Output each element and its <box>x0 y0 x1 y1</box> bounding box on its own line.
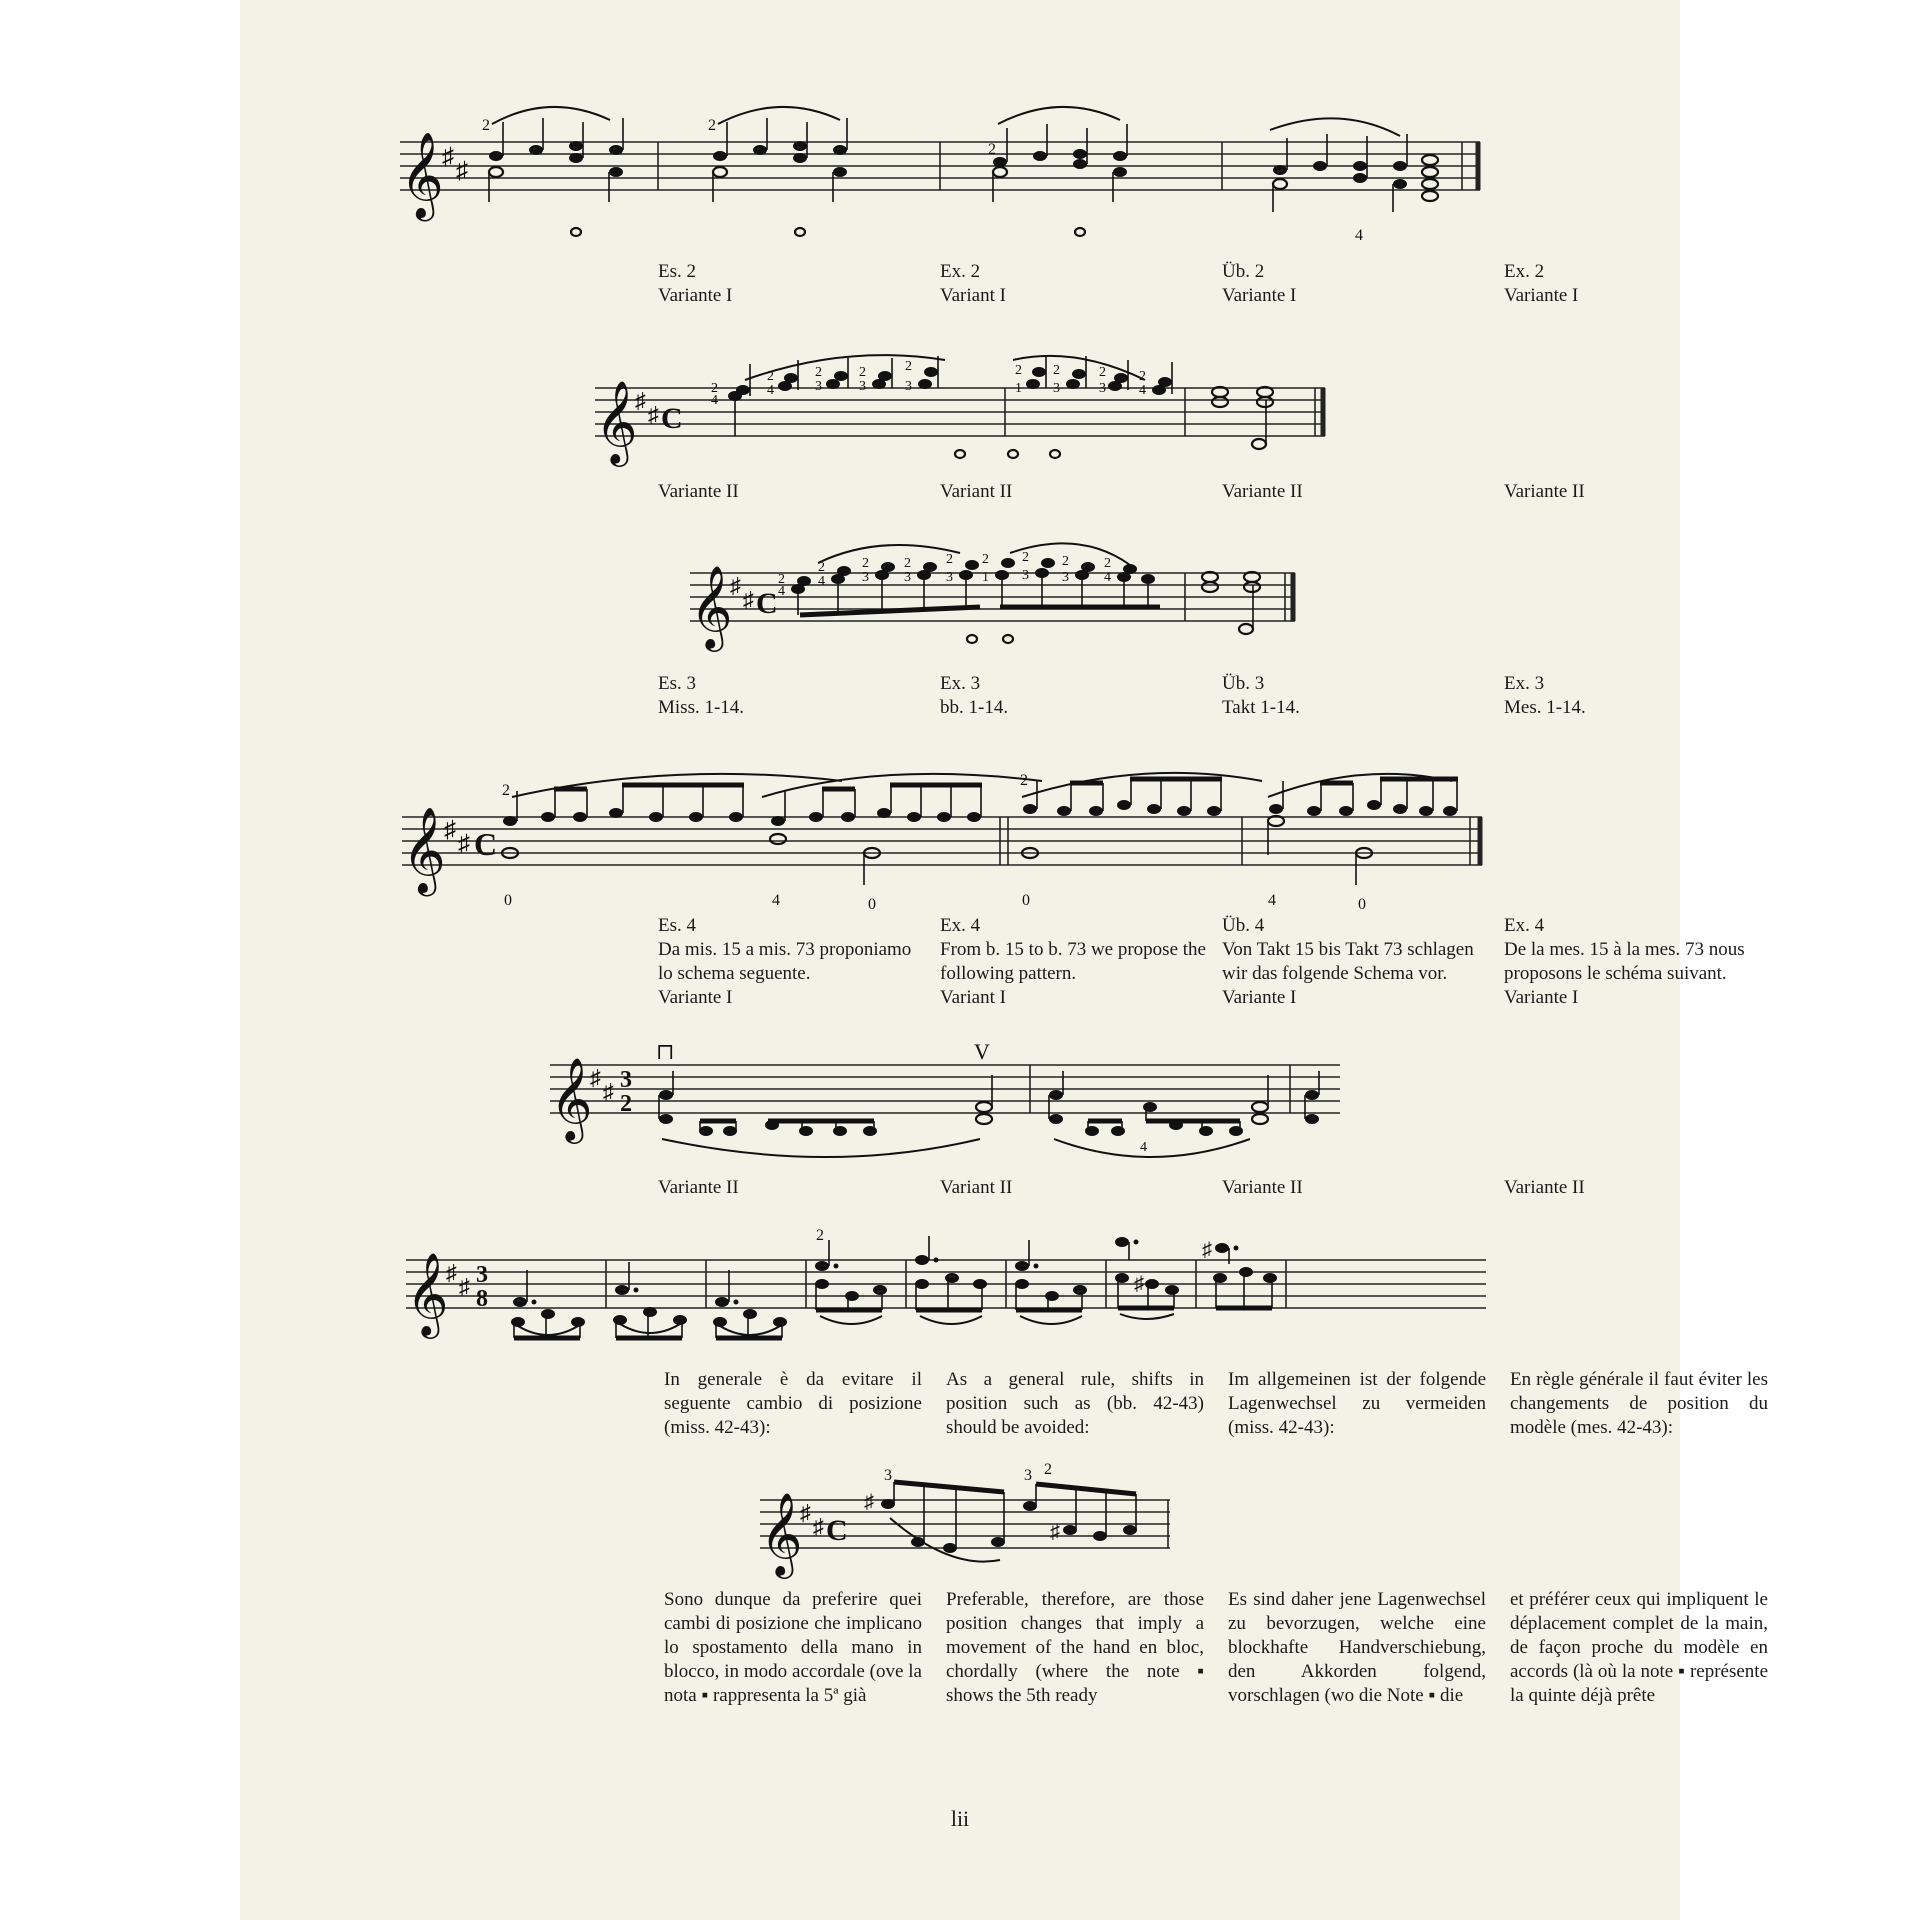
fingering: 3 <box>904 570 911 585</box>
key-signature: ♯ <box>743 587 754 612</box>
label-de: Üb. 4 Von Takt 15 bis Takt 73 schlagen wir das folgende Schema vor. Variante I <box>1222 915 1474 1008</box>
key-signature: ♯ <box>459 1274 470 1299</box>
fingering: 3 <box>862 570 869 585</box>
fingering: 2 <box>1022 550 1029 565</box>
ex4-v1-measure-2 <box>1049 1071 1268 1157</box>
labels-ex2 <box>658 260 1788 308</box>
fingering: 2 <box>982 552 989 567</box>
paragraph-de: Im allgemeinen ist der folgende Lagenwechsel zu vermeiden (miss. 42-43): <box>1228 1369 1486 1438</box>
fingering: 2 <box>482 117 490 134</box>
fingering: 4 <box>1139 383 1146 398</box>
label-it: Es. 2 Variante I <box>658 261 733 306</box>
fingering: 2 <box>1044 1461 1052 1478</box>
fingering: 3 <box>884 1467 892 1484</box>
fingering: 2 <box>502 782 510 799</box>
fingering: 2 <box>905 359 912 374</box>
key-signature: ♯ <box>813 1514 824 1539</box>
paragraph-en: As a general rule, shifts in position such as (bb. 42-43) should be avoided: <box>946 1369 1204 1438</box>
fingering: 4 <box>818 574 825 589</box>
sharp-accidental: ♯ <box>864 1491 874 1513</box>
fingering: 2 <box>816 1227 824 1244</box>
labels-ex4 <box>658 914 1788 1010</box>
fingering: 2 <box>1139 369 1146 384</box>
sharp-accidental: ♯ <box>1050 1521 1060 1543</box>
measure-final <box>1212 387 1273 449</box>
fingering: 2 <box>778 572 785 587</box>
fingering: 2 <box>904 556 911 571</box>
up-bow-mark: V <box>974 1039 990 1064</box>
down-bow-mark: ⊓ <box>656 1039 675 1064</box>
fingering: 3 <box>946 570 953 585</box>
fingering: 2 <box>1104 556 1111 571</box>
fingering: 4 <box>1140 1140 1147 1155</box>
staff-ex4-variant2 <box>406 1220 1506 1350</box>
page-number: lii <box>950 1806 970 1831</box>
time-signature: 8 <box>476 1286 488 1312</box>
treble-clef: 𝄞 <box>595 382 638 462</box>
staff-ex4-variant1 <box>550 1035 1350 1165</box>
fingering: 4 <box>778 584 785 599</box>
time-signature: 2 <box>620 1091 632 1117</box>
key-signature: ♯ <box>800 1500 811 1525</box>
fingering: 0 <box>868 896 876 913</box>
time-signature: C <box>756 587 778 620</box>
chord-group-2 <box>1008 356 1172 458</box>
label-it: Variante II <box>658 481 739 502</box>
fingering: 2 <box>1015 363 1022 378</box>
labels-variant2 <box>658 480 1788 504</box>
label-fr: Ex. 3 Mes. 1-14. <box>1504 673 1586 718</box>
fingering: 2 <box>1053 363 1060 378</box>
time-signature: C <box>826 1514 848 1547</box>
treble-clef: 𝄞 <box>760 1494 803 1574</box>
fingering: 1 <box>1015 381 1022 396</box>
key-signature: ♯ <box>442 144 454 170</box>
time-signature: C <box>661 402 683 435</box>
label-de: Variante II <box>1222 481 1303 502</box>
label-it: Es. 4 Da mis. 15 a mis. 73 proponiamo lo schema seguente. Variante I <box>658 915 912 1008</box>
label-en: Variant II <box>940 1177 1013 1198</box>
staff-avoid-example <box>760 1460 1180 1574</box>
key-signature: ♯ <box>590 1065 601 1090</box>
paragraph-en: Preferable, therefore, are those position changes that imply a movement of the hand en bloc, chordally (where the note ▪ shows the 5th ready <box>946 1589 1204 1706</box>
fingering: 3 <box>1099 381 1106 396</box>
label-it: Variante II <box>658 1177 739 1198</box>
ex4-v2-m5 <box>915 1236 987 1324</box>
fingering: 2 <box>711 381 718 396</box>
measure-2 <box>708 107 847 236</box>
treble-clef: 𝄞 <box>406 1254 449 1334</box>
fingering: 4 <box>772 892 780 909</box>
fingering: 2 <box>1099 365 1106 380</box>
fingering: 2 <box>946 552 953 567</box>
measure-1 <box>482 107 623 236</box>
key-signature: ♯ <box>603 1079 614 1104</box>
staff-ex2-top <box>400 100 1500 250</box>
label-en: Ex. 2 Variant I <box>940 261 1006 306</box>
key-signature: ♯ <box>648 402 659 427</box>
label-fr: Ex. 4 De la mes. 15 à la mes. 73 nous proposons le schéma suivant. Variante I <box>1504 915 1745 1008</box>
label-en: Ex. 3 bb. 1-14. <box>940 673 1009 718</box>
fingering: 4 <box>1268 892 1276 909</box>
fingering: 2 <box>1020 772 1028 789</box>
treble-clef: 𝄞 <box>550 1059 593 1139</box>
paragraph-fr: et préférer ceux qui impliquent le déplacement complet de la main, de façon proche du modèle en accords (là où la note ▪ représente la quinte déjà prête <box>1510 1589 1768 1706</box>
fingering: 1 <box>982 570 989 585</box>
score-page <box>240 0 1768 1920</box>
ex4-v2-m6 <box>1015 1240 1087 1324</box>
fingering: 0 <box>1022 892 1030 909</box>
fingering: 4 <box>711 393 718 408</box>
ex4-v2-m8 <box>1202 1239 1277 1308</box>
measure-4 <box>1270 118 1407 244</box>
ex4-v1-measure-1 <box>659 1071 992 1157</box>
measure-final <box>1202 572 1260 634</box>
ex4-v2-m4 <box>815 1227 887 1324</box>
fingering: 3 <box>859 379 866 394</box>
staff-ex2-variant2 <box>690 535 1310 655</box>
key-signature: ♯ <box>444 817 456 843</box>
fingering: 2 <box>1062 554 1069 569</box>
fingering: 2 <box>862 556 869 571</box>
fingering: 4 <box>767 383 774 398</box>
label-fr: Variante II <box>1504 481 1585 502</box>
fingering: 3 <box>815 379 822 394</box>
treble-clef: 𝄞 <box>400 135 444 217</box>
key-signature: ♯ <box>730 573 741 598</box>
sharp-accidental: ♯ <box>1202 1239 1212 1261</box>
ex4-v2-m7 <box>1115 1237 1179 1319</box>
paragraph-it: In generale è da evitare il seguente cambio di posizione (miss. 42-43): <box>664 1369 922 1438</box>
key-signature: ♯ <box>635 388 646 413</box>
staff-ex2-variant1 <box>595 350 1335 470</box>
fingering: 2 <box>988 141 996 158</box>
label-de: Üb. 2 Variante I <box>1222 261 1297 306</box>
ex4-v2-m1 <box>511 1270 585 1338</box>
treble-clef: 𝄞 <box>690 567 733 647</box>
paragraph-fr: En règle générale il faut éviter les changements de position du modèle (mes. 42-43): <box>1510 1369 1768 1438</box>
fingering: 2 <box>859 365 866 380</box>
fingering: 4 <box>1104 570 1111 585</box>
paragraph-de: Es sind daher jene Lagenwechsel zu bevorzugen, welche eine blockhafte Handverschiebung, den Akkorden folgend, vorschlagen (wo die Note ▪ die <box>1228 1589 1486 1706</box>
fingering: 0 <box>1358 896 1366 913</box>
fingering: 0 <box>504 892 512 909</box>
sharp-accidental: ♯ <box>1134 1273 1144 1295</box>
labels-variant2-b <box>658 1176 1788 1200</box>
staff-ex3 <box>402 755 1502 913</box>
paragraph-avoid <box>664 1368 1794 1440</box>
fingering: 2 <box>708 117 716 134</box>
fingering: 2 <box>818 560 825 575</box>
ex4-v1-measure-3 <box>1305 1071 1319 1124</box>
time-signature: 3 <box>476 1262 488 1288</box>
label-de: Üb. 3 Takt 1-14. <box>1222 673 1300 718</box>
paragraph-it: Sono dunque da preferire quei cambi di posizione che implicano lo spostamento della mano in blocco, in modo accordale (ove la nota ▪ rappresenta la 5ª già <box>664 1589 922 1706</box>
fingering: 3 <box>1022 568 1029 583</box>
ex4-v2-m3 <box>713 1270 787 1338</box>
label-fr: Ex. 2 Variante I <box>1504 261 1579 306</box>
fingering: 3 <box>1024 1467 1032 1484</box>
paragraph-prefer <box>664 1588 1794 1708</box>
avoid-group-2 <box>1023 1461 1137 1543</box>
time-signature: 3 <box>620 1067 632 1093</box>
time-signature: C <box>474 826 498 862</box>
ex3-measure-4 <box>1268 774 1458 913</box>
fingering: 2 <box>767 369 774 384</box>
fingering: 3 <box>1062 570 1069 585</box>
labels-ex3 <box>658 672 1788 720</box>
key-signature: ♯ <box>456 158 468 184</box>
key-signature: ♯ <box>446 1260 457 1285</box>
label-de: Variante II <box>1222 1177 1303 1198</box>
fingering: 3 <box>1053 381 1060 396</box>
label-en: Variant II <box>940 481 1013 502</box>
fingering: 3 <box>905 379 912 394</box>
treble-clef: 𝄞 <box>402 810 446 892</box>
label-it: Es. 3 Miss. 1-14. <box>658 673 745 718</box>
key-signature: ♯ <box>458 831 470 857</box>
fingering: 4 <box>1355 227 1363 244</box>
label-fr: Variante II <box>1504 1177 1585 1198</box>
fingering: 2 <box>815 365 822 380</box>
measure-3 <box>988 107 1127 236</box>
ex4-v2-m2 <box>613 1262 687 1338</box>
label-en: Ex. 4 From b. 15 to b. 73 we propose the following pattern. Variant I <box>940 915 1206 1008</box>
chord-group-1 <box>711 356 965 458</box>
